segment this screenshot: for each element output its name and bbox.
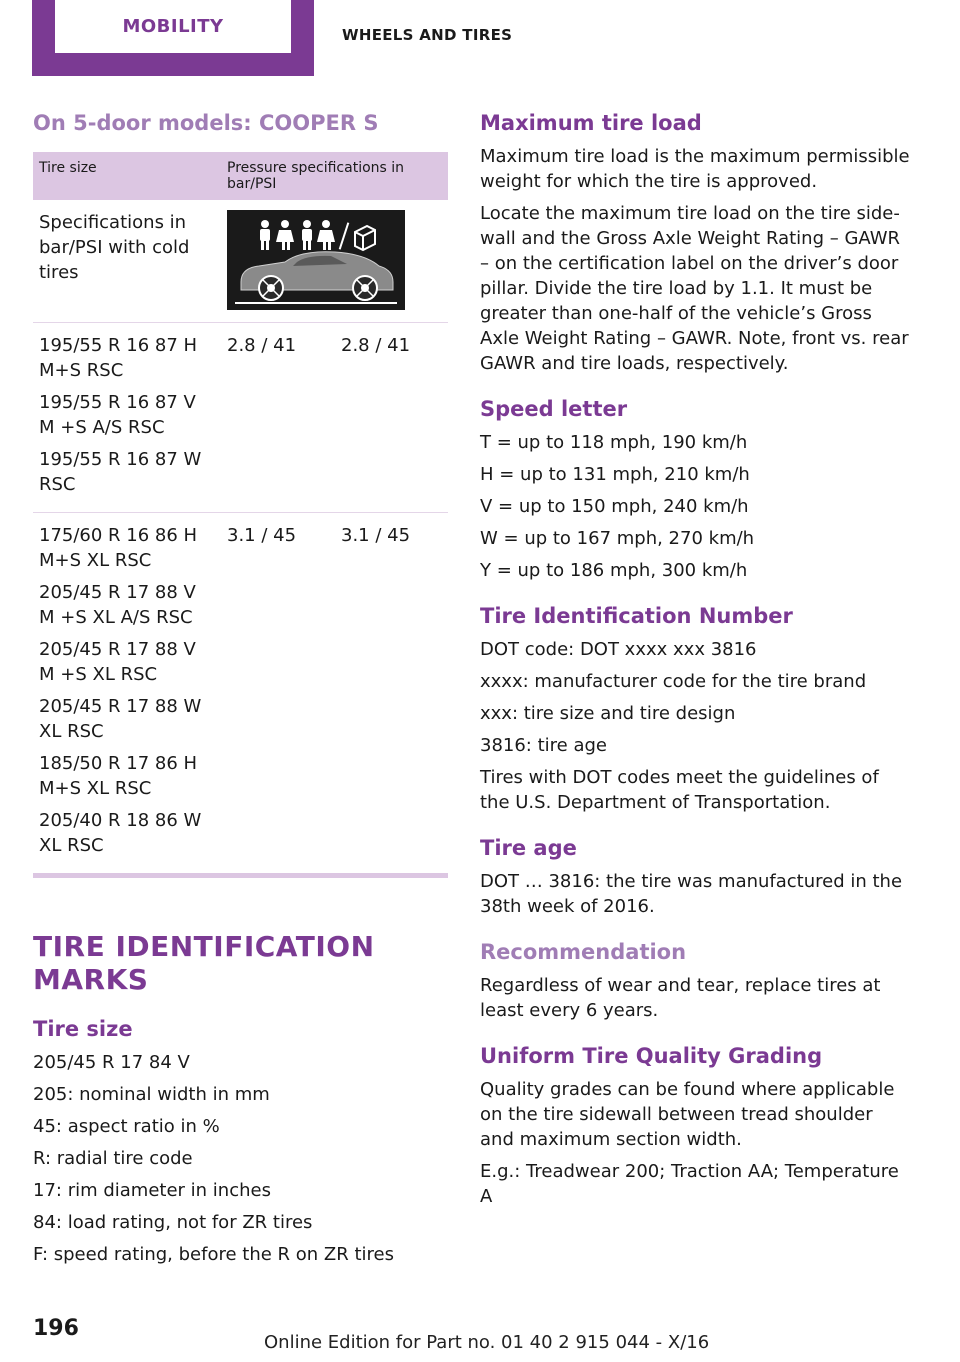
- table-title: On 5-door models: COOPER S: [33, 111, 379, 135]
- list-item: 205: nominal width in mm: [33, 1084, 270, 1105]
- marks-heading: TIRE IDENTIFICATION MARKS: [33, 930, 375, 996]
- list-item: DOT code: DOT xxxx xxx 3816: [480, 639, 757, 660]
- right-column: [480, 108, 910, 1227]
- chapter-tab-label: MOBILITY: [55, 0, 291, 53]
- table-header-pressure: Pressure specifications in bar/PSI: [221, 152, 448, 200]
- paragraph: Tires with DOT codes meet the guidelines of the U.S. Department of Transportation.: [480, 767, 879, 813]
- tire-size-item: 205/45 R 17 88 V M +S XL RSC: [39, 639, 196, 685]
- intro-cell: Specifications in bar/PSI with cold tires: [39, 212, 190, 283]
- list-item: V = up to 150 mph, 240 km/h: [480, 496, 749, 517]
- left-column: [33, 108, 448, 1274]
- edition-footer: Online Edition for Part no. 01 40 2 915 044 - X/16: [264, 1332, 710, 1353]
- tire-age-section: [480, 833, 910, 919]
- list-item: W = up to 167 mph, 270 km/h: [480, 528, 755, 549]
- list-item: 205/45 R 17 84 V: [33, 1052, 190, 1073]
- paragraph: Quality grades can be found where applicable on the tire sidewall between tread shoulder and maximum section width.: [480, 1079, 895, 1150]
- list-item: R: radial tire code: [33, 1148, 193, 1169]
- tin-section: [480, 601, 910, 815]
- chapter-tab: [32, 0, 314, 76]
- utqg-heading: Uniform Tire Quality Grading: [480, 1044, 823, 1068]
- list-item: 17: rim diameter in inches: [33, 1180, 271, 1201]
- list-item: 45: aspect ratio in %: [33, 1116, 220, 1137]
- rear-pressure: 2.8 / 41: [341, 335, 411, 356]
- tire-size-item: 205/45 R 17 88 W XL RSC: [39, 696, 202, 742]
- front-pressure: 3.1 / 45: [227, 525, 297, 546]
- tire-age-heading: Tire age: [480, 836, 577, 860]
- tire-size-item: 175/60 R 16 86 H M+S XL RSC: [39, 525, 198, 571]
- tire-size-item: 195/55 R 16 87 W RSC: [39, 449, 202, 495]
- recommendation-section: [480, 937, 910, 1023]
- speed-letter-section: [480, 394, 910, 583]
- tire-size-item: 185/50 R 17 86 H M+S XL RSC: [39, 753, 198, 799]
- list-item: Y = up to 186 mph, 300 km/h: [480, 560, 748, 581]
- tin-heading: Tire Identification Number: [480, 604, 793, 628]
- table-row-intro: [33, 200, 448, 323]
- list-item: xxx: tire size and tire design: [480, 703, 736, 724]
- list-item: F: speed rating, before the R on ZR tires: [33, 1244, 394, 1265]
- car-load-icon: [227, 210, 405, 310]
- paragraph: Regardless of wear and tear, replace tires at least every 6 years.: [480, 975, 881, 1021]
- car-load-pictogram: [227, 210, 405, 310]
- tire-size-heading: Tire size: [33, 1017, 133, 1041]
- paragraph: E.g.: Treadwear 200; Traction AA; Temperature A: [480, 1161, 899, 1207]
- tire-size-item: 205/40 R 18 86 W XL RSC: [39, 810, 202, 856]
- tire-size-item: 195/55 R 16 87 H M+S RSC: [39, 335, 198, 381]
- section-header: WHEELS AND TIRES: [342, 26, 513, 44]
- table-header-tire-size: Tire size: [33, 152, 221, 200]
- list-item: H = up to 131 mph, 210 km/h: [480, 464, 750, 485]
- pressure-table: [33, 152, 448, 878]
- front-pressure: 2.8 / 41: [227, 335, 297, 356]
- paragraph: DOT … 3816: the tire was manufactured in the 38th week of 2016.: [480, 871, 903, 917]
- speed-letter-heading: Speed letter: [480, 397, 628, 421]
- recommendation-heading: Recommendation: [480, 940, 687, 964]
- table-row: [33, 513, 448, 876]
- rear-pressure: 3.1 / 45: [341, 525, 411, 546]
- list-item: 84: load rating, not for ZR tires: [33, 1212, 313, 1233]
- table-row: [33, 323, 448, 513]
- max-load-section: [480, 108, 910, 376]
- list-item: T = up to 118 mph, 190 km/h: [480, 432, 748, 453]
- max-load-heading: Maximum tire load: [480, 111, 702, 135]
- tire-size-item: 205/45 R 17 88 V M +S XL A/S RSC: [39, 582, 196, 628]
- paragraph: Maximum tire load is the maximum permissible weight for which the tire is approved.: [480, 146, 910, 192]
- utqg-section: [480, 1041, 910, 1209]
- tire-size-item: 195/55 R 16 87 V M +S A/S RSC: [39, 392, 196, 438]
- tire-size-list: [33, 1050, 448, 1267]
- paragraph: Locate the maximum tire load on the tire sidewall and the Gross Axle Weight Rating – GAWR – on the certification label on the driver’s door pillar. Divide the tire load by 1.1. It must be greater than one-half of the vehicle’s Gross Axle Weight Rating – GAWR. Note, front vs. rear GAWR and tire loads, respectively.: [480, 203, 909, 374]
- list-item: xxxx: manufacturer code for the tire brand: [480, 671, 867, 692]
- list-item: 3816: tire age: [480, 735, 607, 756]
- page-number: 196: [33, 1316, 79, 1341]
